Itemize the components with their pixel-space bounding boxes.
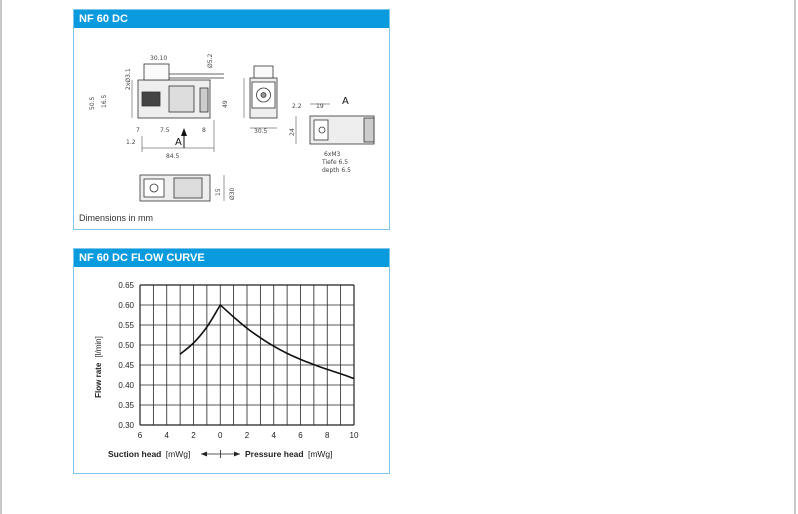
axis-direction-arrows bbox=[201, 450, 240, 458]
dim-label: 7 bbox=[136, 127, 140, 134]
y-tick-labels bbox=[118, 281, 134, 430]
flow-curve-panel-title: NF 60 DC FLOW CURVE bbox=[74, 249, 389, 267]
x-tick-label: 8 bbox=[325, 431, 330, 440]
chart-grid bbox=[140, 285, 354, 425]
dimensions-panel-title: NF 60 DC bbox=[74, 10, 389, 28]
dim-label: Ø30 bbox=[229, 187, 236, 200]
y-tick-label: 0.35 bbox=[118, 401, 134, 410]
pump-bottom-view bbox=[140, 175, 224, 201]
y-axis-label-unit: [l/min] bbox=[94, 336, 103, 358]
y-axis-label bbox=[94, 336, 103, 398]
dim-label: 2xØ3.1 bbox=[125, 68, 132, 90]
x-tick-label: 4 bbox=[164, 431, 169, 440]
pump-end-view bbox=[244, 66, 277, 128]
flow-curve-panel bbox=[73, 248, 390, 474]
dim-label: 16.5 bbox=[101, 94, 108, 108]
y-tick-label: 0.30 bbox=[118, 421, 134, 430]
dimension-drawing bbox=[74, 28, 389, 208]
suction-head-label: Suction head bbox=[108, 449, 162, 459]
dim-label: 30.5 bbox=[254, 128, 268, 135]
x-axis-label-left bbox=[108, 449, 190, 459]
dim-label: Tiefe 6.5 bbox=[322, 159, 349, 166]
dimensions-note: Dimensions in mm bbox=[79, 213, 154, 223]
dim-label: Ø5.2 bbox=[207, 53, 214, 68]
suction-head-unit: [mWg] bbox=[165, 449, 191, 459]
dim-label: 1.2 bbox=[126, 139, 136, 146]
y-tick-label: 0.60 bbox=[118, 301, 134, 310]
right-frame-rule bbox=[794, 0, 796, 514]
y-axis-label-main: Flow rate bbox=[94, 362, 103, 398]
y-tick-label: 0.50 bbox=[118, 341, 134, 350]
y-tick-label: 0.40 bbox=[118, 381, 134, 390]
x-tick-label: 2 bbox=[191, 431, 196, 440]
flow-curve-chart bbox=[74, 267, 389, 473]
x-tick-label: 10 bbox=[349, 431, 359, 440]
y-tick-label: 0.65 bbox=[118, 281, 134, 290]
y-tick-label: 0.55 bbox=[118, 321, 134, 330]
pressure-head-label: Pressure head bbox=[245, 449, 304, 459]
dim-label: 15 bbox=[215, 188, 222, 196]
x-tick-labels bbox=[138, 431, 359, 440]
dim-label: 2.2 bbox=[292, 103, 302, 110]
dimensions-panel bbox=[73, 9, 390, 230]
dim-label: 49 bbox=[222, 100, 229, 108]
x-axis-label-right bbox=[245, 449, 333, 459]
pump-detail-view bbox=[296, 104, 374, 144]
y-tick-label: 0.45 bbox=[118, 361, 134, 370]
view-label-a: A bbox=[175, 137, 182, 148]
x-tick-label: 4 bbox=[271, 431, 276, 440]
dim-label: 30.10 bbox=[150, 55, 168, 62]
dim-label: 24 bbox=[289, 128, 296, 136]
dim-label: depth 6.5 bbox=[322, 167, 351, 174]
x-tick-label: 6 bbox=[298, 431, 303, 440]
dim-label: 50.5 bbox=[89, 96, 96, 110]
x-tick-label: 6 bbox=[137, 431, 143, 440]
dim-label: 19 bbox=[316, 103, 324, 110]
x-tick-label: 2 bbox=[244, 431, 250, 440]
flow-curve-line bbox=[180, 305, 354, 379]
view-label-a: A bbox=[342, 96, 349, 107]
dim-label: 7.5 bbox=[160, 127, 170, 134]
dim-label: 84.5 bbox=[166, 153, 180, 160]
left-frame-rule bbox=[0, 0, 2, 514]
dim-label: 8 bbox=[202, 127, 206, 134]
x-tick-label: 0 bbox=[218, 431, 223, 440]
pressure-head-unit: [mWg] bbox=[307, 449, 333, 459]
dim-label: 6xM3 bbox=[324, 151, 341, 158]
